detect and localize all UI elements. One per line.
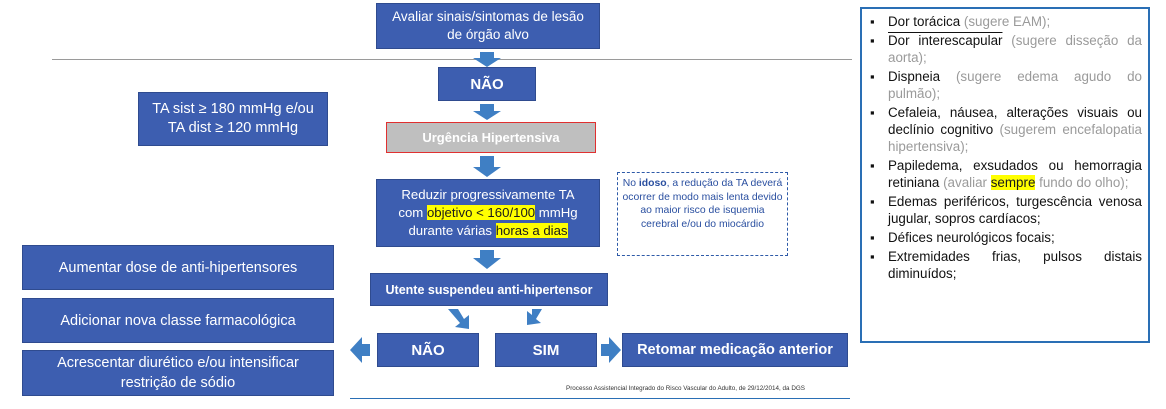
- symptom-item: ▪ Dispneia (sugere edema agudo do pulmão);: [870, 68, 1142, 102]
- hours-days-highlight: horas a dias: [495, 223, 568, 238]
- always-highlight: sempre: [990, 175, 1036, 190]
- assess-label: Avaliar sinais/sintomas de lesão de órgão alvo: [392, 9, 584, 42]
- suspended-label: Utente suspendeu anti-hipertensor: [385, 282, 593, 297]
- symptom-item: ▪ Extremidades frias, pulsos distais diminuídos;: [870, 248, 1142, 282]
- yes-label: SIM: [532, 341, 560, 359]
- footer-source: Processo Assistencial Integrado do Risco Vascular do Adulto, de 29/12/2014, da DGS: [566, 385, 805, 392]
- action-increase-dose: Aumentar dose de anti-hipertensores: [22, 245, 334, 290]
- reduce-line1: Reduzir progressivamente TA: [401, 187, 575, 202]
- ta-criteria-box: [138, 92, 328, 146]
- ta-dist-label: TA dist ≥ 120 mmHg: [167, 120, 299, 136]
- no-box-top: [438, 67, 536, 101]
- urgency-label: Urgência Hipertensiva: [422, 130, 560, 145]
- no-bottom-label: NÃO: [411, 341, 445, 359]
- resume-box: [622, 333, 848, 367]
- action-diuretic: Acrescentar diurético e/ou intensificar restrição de sódio: [22, 350, 334, 396]
- reduce-line3: durante várias horas a dias: [408, 223, 568, 238]
- reduce-line2: com objetivo < 160/100 mmHg: [398, 205, 578, 220]
- symptom-item: ▪ Dor interescapular (sugere disseção da aorta);: [870, 32, 1142, 66]
- suspended-box: [370, 273, 608, 306]
- separator-line: [52, 59, 852, 60]
- symptom-item: ▪ Edemas periféricos, turgescência venosa jugular, sopros cardíacos;: [870, 193, 1142, 227]
- bottom-line: [350, 398, 850, 399]
- action-add-class: Adicionar nova classe farmacológica: [22, 298, 334, 343]
- no-box-bottom: [377, 333, 479, 367]
- arrow-down-3: [473, 156, 501, 177]
- ta-sist-label: TA sist ≥ 180 mmHg e/ou: [152, 101, 314, 117]
- urgency-box: [386, 122, 596, 153]
- elderly-bold: idoso: [638, 178, 667, 189]
- objective-highlight: objetivo < 160/100: [426, 205, 536, 220]
- arrow-down-4: [473, 250, 501, 269]
- arrow-diag-right: [527, 309, 542, 325]
- arrow-left: [350, 337, 370, 363]
- arrow-diag-left: [448, 309, 469, 329]
- symptom-item: ▪ Défices neurológicos focais;: [870, 229, 1142, 246]
- elderly-note: No idoso, a redução da TA deverá ocorrer de modo mais lenta devido ao maior risco de isquemia cerebral e/ou do miocárdio: [617, 172, 788, 256]
- resume-label: Retomar medicação anterior: [637, 342, 833, 358]
- symptoms-list: [870, 13, 1142, 282]
- symptom-item: ▪ Papiledema, exsudados ou hemorragia retiniana (avaliar sempre fundo do olho);: [870, 157, 1142, 191]
- arrow-right: [601, 337, 621, 363]
- no-top-label: NÃO: [470, 75, 504, 93]
- reduce-box: [376, 179, 600, 247]
- yes-box: [495, 333, 597, 367]
- symptoms-panel: [860, 7, 1150, 343]
- symptom-item: ▪ Dor torácica (sugere EAM);: [870, 13, 1142, 30]
- assess-box: [376, 3, 600, 49]
- arrow-down-2: [473, 104, 501, 120]
- symptom-item: ▪ Cefaleia, náusea, alterações visuais ou declínio cognitivo (sugerem encefalopatia hipertensiva);: [870, 104, 1142, 155]
